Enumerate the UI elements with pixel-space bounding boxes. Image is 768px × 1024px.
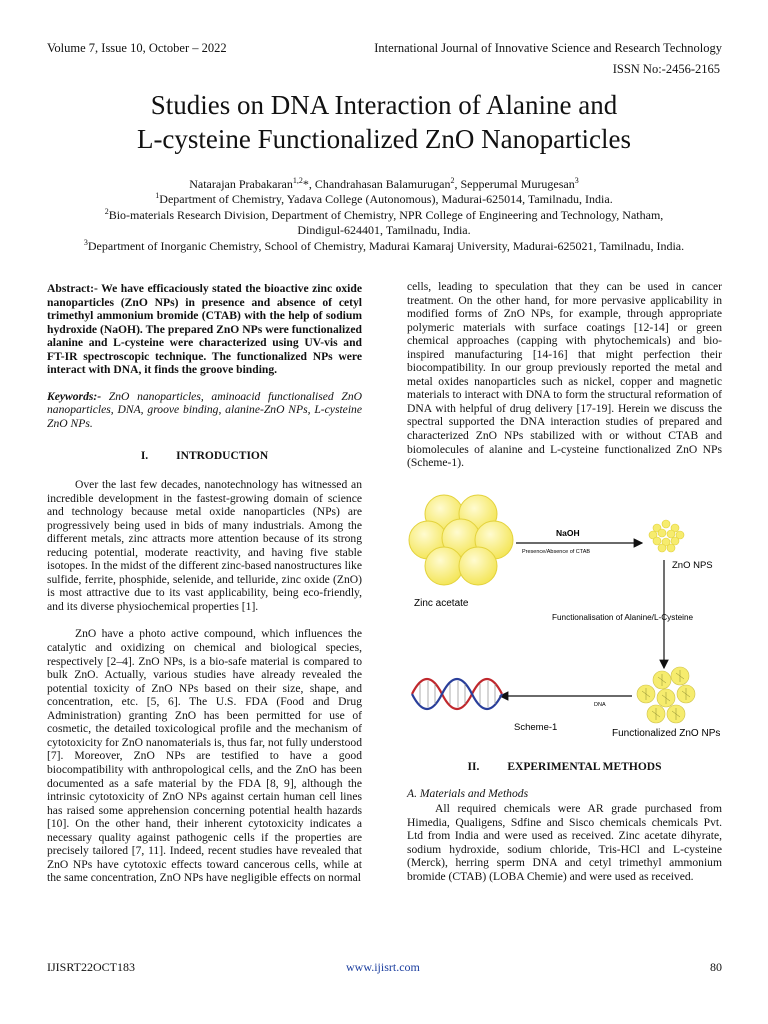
author-3-sup: 3 bbox=[574, 176, 579, 185]
zno-nps-cluster bbox=[649, 520, 684, 552]
scheme-1-figure bbox=[404, 488, 728, 744]
footer-paper-id: IJISRT22OCT183 bbox=[47, 960, 135, 974]
section-title: INTRODUCTION bbox=[176, 450, 269, 463]
aff-sup: 2 bbox=[104, 206, 109, 216]
left-column bbox=[47, 282, 362, 885]
naoh-label: NaOH bbox=[556, 528, 580, 538]
keywords-text: ZnO nanoparticles, aminoacid functionalised ZnO nanoparticles, DNA, groove binding, alanine-ZnO NPs, L-cysteine ZnO NPs. bbox=[47, 389, 362, 430]
author-2: Chandrahasan Balamurugan bbox=[314, 177, 451, 191]
affiliation-1 bbox=[40, 192, 728, 207]
affiliation-2-cont: Dindigul-624401, Tamilnadu, India. bbox=[297, 223, 471, 238]
aff-sup: 3 bbox=[83, 237, 88, 247]
author-list bbox=[40, 177, 728, 192]
methods-paragraph-1: All required chemicals were AR grade purchased from Himedia, Qualigens, Sdfine and Sisco chemicals chemicals Pvt. Ltd from India and were used as received. Zinc acetate dihyrate, sodium hydroxide, sodium chloride, Tris-HCl and L-cysteine (Merck), herring sperm DNA and cetyl trimethyl ammonium bromide (CTAB) (LOBA Chemie) and were used as received. bbox=[407, 802, 722, 883]
issn: ISSN No:-2456-2165 bbox=[612, 62, 720, 76]
ctab-label: Presence/Absence of CTAB bbox=[522, 549, 591, 555]
author-1: Natarajan Prabakaran bbox=[189, 177, 293, 191]
right-paragraph-1: cells, leading to speculation that they can be used in cancer treatment. On the other hand, for more pervasive applicability in modified forms of ZnO NPs, for example, through appropriate polymeric materials with surface coatings [12-14] or green chemical approaches (capping with phytochemicals) and bio-inspired manufacturing [14-16] that might perfection their biocompatibility. In our group previously reported the metal and metal oxides nanoparticles such as nickel, copper and magnetic materials to interact with DNA to form the structural reformation of DNA with helpful of drug delivery [17-19]. Herein we discuss the spectral supported the DNA interaction studies of prepared and characterized ZnO NPs stabilized with or without CTAB and biomolecules of alanine and L-cysteine functionalized ZnO NPs (Scheme-1). bbox=[407, 280, 722, 470]
section-heading-introduction bbox=[47, 450, 362, 464]
section-number: II. bbox=[467, 761, 480, 773]
subsection-materials: A. Materials and Methods bbox=[407, 787, 529, 800]
keywords bbox=[47, 390, 362, 431]
author-sep: , bbox=[454, 177, 461, 191]
zinc-acetate-label: Zinc acetate bbox=[414, 598, 469, 609]
functionalized-zno-cluster bbox=[637, 667, 695, 723]
right-column-bottom bbox=[407, 802, 722, 883]
aff-text: Bio-materials Research Division, Department of Chemistry, NPR College of Engineering and Technology, Natham, bbox=[108, 207, 664, 222]
affiliation-2 bbox=[40, 208, 728, 223]
volume-info: Volume 7, Issue 10, October – 2022 bbox=[47, 41, 227, 55]
intro-paragraph-1: Over the last few decades, nanotechnology has witnessed an incredible development in the fastest-growing domain of science and technology because metal oxide nanoparticles (NPs) are progressively being used in bids of many industrials. Among the different metals, zinc attracts more attention because of its strong reducing potential, moderate reactivity, and having five stable isotopes. In the midst of the different zinc-based nanostructures like sulfide, ferrite, phosphide, selenide, and telluride, zinc oxide (ZnO) is most attractive due to its vast applicability, being eco-friendly, and its diverse physiochemical properties [1]. bbox=[47, 478, 362, 613]
affiliation-3 bbox=[40, 239, 728, 254]
zinc-acetate-cluster bbox=[409, 495, 513, 585]
section-heading-experimental bbox=[407, 761, 722, 773]
authors-block bbox=[40, 177, 728, 254]
section-title: EXPERIMENTAL METHODS bbox=[507, 761, 662, 773]
dna-helix-icon bbox=[412, 679, 502, 709]
author-sep: *, bbox=[302, 177, 315, 191]
intro-paragraph-2: ZnO have a photo active compound, which influences the catalytic and oxidizing on chemical and biological species, respectively [2–4]. ZnO NPs, is a bio-safe material is compared to bulk ZnO. Actually, various studies have already revealed the potential toxicity of ZnO NPs based on their size, shape, and concentration, etc. [5, 6]. The U.S. FDA (Food and Drug Administration) granting ZnO has been permitted for use of cosmetic, the detailed toxicological profile and the mechanism of cytotoxicity for ZnO nanomaterials is, thus far, not fully understood [7]. Moreover, ZnO NPs are testified to have a good biocompatibility with anthropological cells, and the ZnO has been documented as a safe material by the FDA [8, 9], although the intrinsic cytotoxicity of ZnO NPs against certain human cell lines has raised some apprehension concerning potential health hazards [10]. On the other hand, their inherent cytotoxicity indicates a necessary quality against pathogenic cells if the properties are precisely tailored [7, 11]. Indeed, recent studies have revealed that ZnO NPs have cytotoxic effects toward cancerous cells, while at the same concentration, ZnO NPs have negligible effects on normal bbox=[47, 627, 362, 885]
journal-name: International Journal of Innovative Science and Research Technology bbox=[374, 41, 722, 55]
scheme-caption: Scheme-1 bbox=[514, 722, 558, 733]
author-2-sup: 2 bbox=[450, 176, 455, 185]
title-line-1: Studies on DNA Interaction of Alanine and bbox=[150, 90, 618, 120]
footer-page-number: 80 bbox=[710, 960, 722, 974]
right-column-top bbox=[407, 280, 722, 470]
zno-nps-label: ZnO NPS bbox=[672, 560, 713, 571]
footer-website-link[interactable]: www.ijisrt.com bbox=[346, 960, 420, 974]
aff-text: Department of Inorganic Chemistry, School of Chemistry, Madurai Kamaraj University, Madurai-625021, Tamilnadu, India. bbox=[87, 238, 685, 253]
functionalisation-label: Functionalisation of Alanine/L-Cysteine bbox=[552, 613, 694, 622]
title-line-2: L-cysteine Functionalized ZnO Nanoparticles bbox=[136, 124, 632, 154]
section-number: I. bbox=[140, 450, 149, 463]
dna-label: DNA bbox=[594, 702, 606, 708]
author-3: Sepperumal Murugesan bbox=[460, 177, 575, 191]
author-1-sup: 1,2 bbox=[292, 176, 303, 185]
aff-sup: 1 bbox=[155, 191, 160, 201]
paper-title bbox=[40, 88, 728, 156]
abstract: Abstract:- We have efficaciously stated the bioactive zinc oxide nanoparticles (ZnO NPs) in presence and absence of cetyl trimethyl ammonium bromide (CTAB) with the help of sodium hydroxide (NaOH). The prepared ZnO NPs were functionalized alanine and L-cysteine were characterized using UV-vis and FT-IR spectroscopic technique. The functionalized NPs were interact with DNA, it finds the groove binding. bbox=[47, 282, 362, 377]
aff-text: Department of Chemistry, Yadava College (Autonomous), Madurai-625014, Tamilnadu, India. bbox=[159, 192, 613, 207]
functionalized-label: Functionalized ZnO NPs bbox=[612, 728, 721, 739]
keywords-label: Keywords:- bbox=[47, 389, 102, 403]
